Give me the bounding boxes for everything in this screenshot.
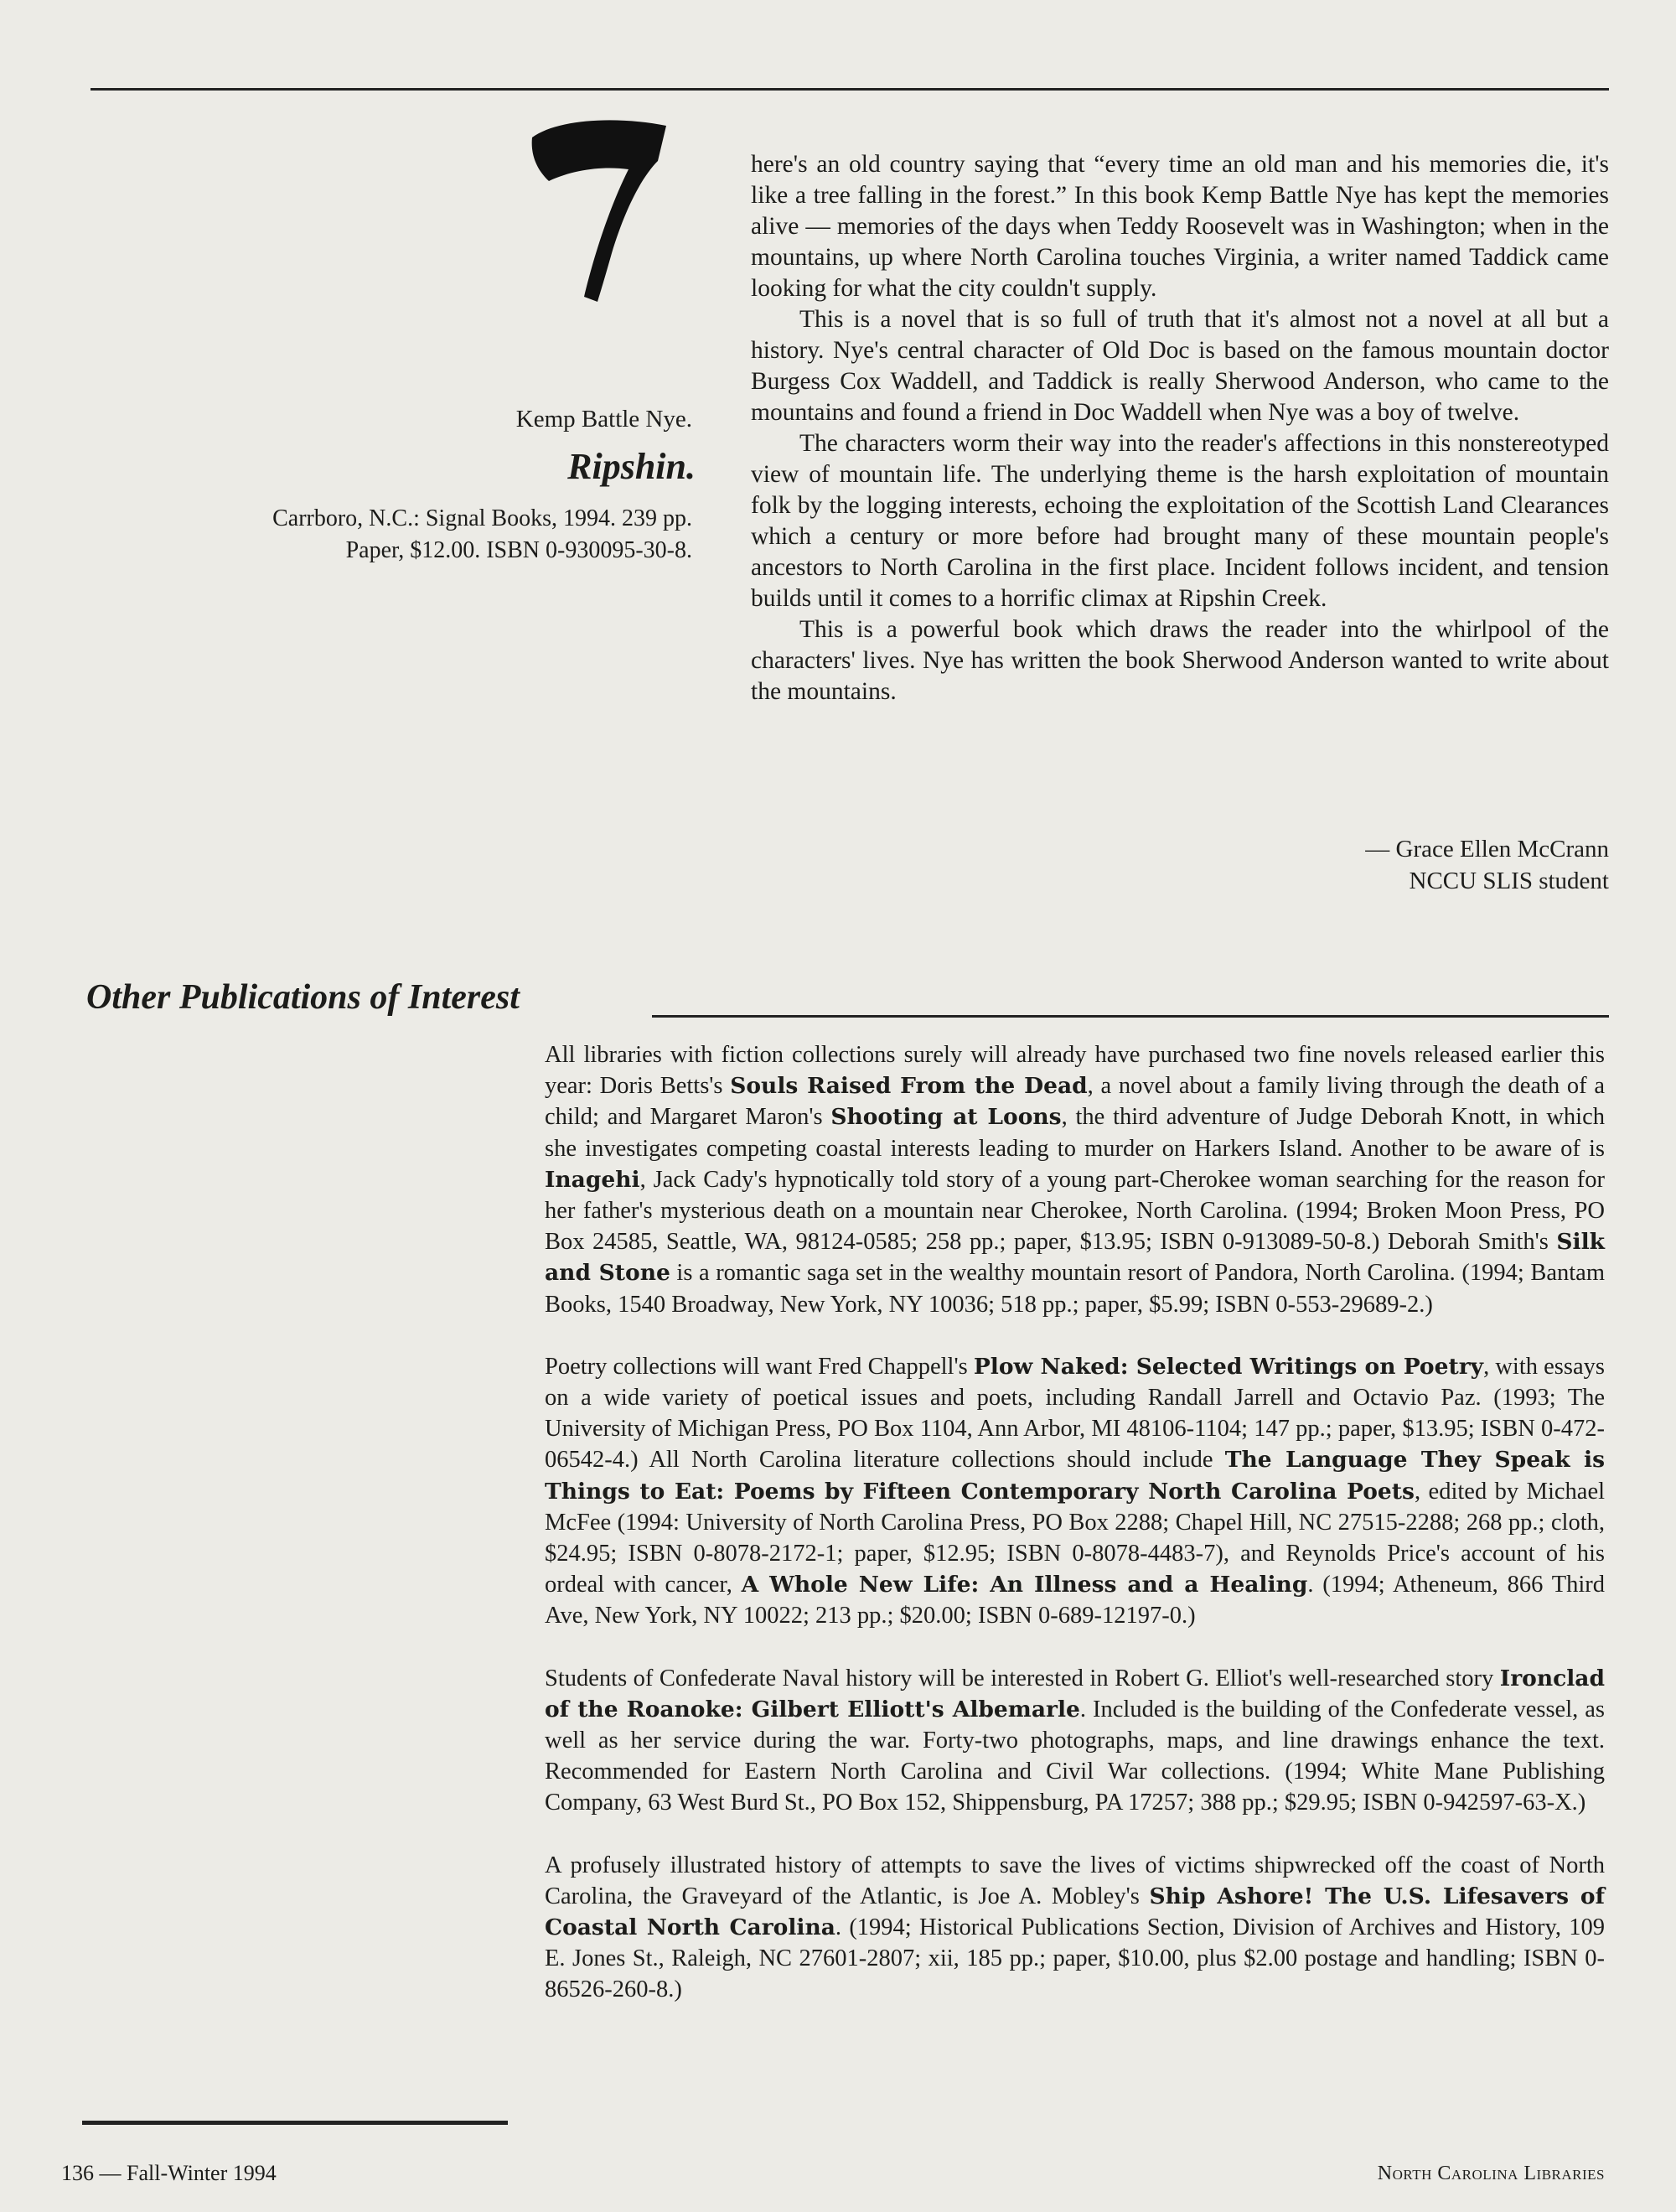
- book-title: Ironclad of the Roanoke: Gilbert Elliott's Albemarle: [545, 1665, 1605, 1722]
- other-publications: [545, 1039, 1605, 2037]
- section-heading: Other Publications of Interest: [86, 978, 520, 1017]
- review-body: [659, 149, 1609, 707]
- publication-paragraph-2: Poetry collections will want Fred Chappell's Plow Naked: Selected Writings on Poetry, with essays on a wide variety of poetical issues and poets, including Randall Jarrell and Octavio Paz. (1993; The University of Michigan Press, PO Box 1104, Ann Arbor, MI 48106-1104; 147 pp.; paper, $13.95; ISBN 0-472-06542-4.) All North Carolina literature collections should include The Language They Speak is Things to Eat: Poems by Fifteen Contemporary North Carolina Poets, edited by Michael McFee (1994: University of North Carolina Press, PO Box 2288; Chapel Hill, NC 27515-2288; 268 pp.; cloth, $24.95; ISBN 0-8078-2172-1; paper, $12.95; ISBN 0-8078-4483-7), and Reynolds Price's account of his ordeal with cancer, A Whole New Life: An Illness and a Healing. (1994; Atheneum, 866 Third Ave, New York, NY 10022; 213 pp.; $20.00; ISBN 0-689-12197-0.): [545, 1353, 1606, 1629]
- reviewer-affiliation: NCCU SLIS student: [1409, 868, 1609, 894]
- reviewer-signature: [1365, 833, 1609, 897]
- review-paragraph-4: This is a powerful book which draws the reader into the whirlpool of the characters' lives. Nye has written the book Sherwood Anderson wanted to write about the mountains.: [751, 616, 1609, 705]
- review-price: Paper, $12.00. ISBN 0-930095-30-8.: [345, 537, 692, 563]
- book-title: Silk and Stone: [545, 1229, 1605, 1287]
- section-rule: [652, 1015, 1609, 1018]
- footer-rule: [82, 2121, 508, 2125]
- review-citation: [126, 402, 696, 567]
- book-title: A Whole New Life: An Illness and a Healing: [741, 1572, 1308, 1598]
- book-title: Souls Raised From the Dead: [730, 1073, 1088, 1100]
- book-title: Plow Naked: Selected Writings on Poetry: [973, 1353, 1484, 1380]
- footer-page-number: 136 — Fall-Winter 1994: [61, 2161, 277, 2185]
- review-publisher: Carrboro, N.C.: Signal Books, 1994. 239 pp.: [272, 505, 692, 531]
- book-title: The Language They Speak is Things to Eat: Poems by Fifteen Contemporary North Carolina Poets: [545, 1447, 1605, 1505]
- review-paragraph-1: here's an old country saying that “every time an old man and his memories die, it's like a tree falling in the forest.” In this book Kemp Battle Nye has kept the memories alive — memories of the days when Teddy Roosevelt was in Washington; when in the mountains, up where North Carolina touches Virginia, a writer named Taddick came looking for what the city couldn't supply.: [751, 151, 1609, 302]
- review-book-title: Ripshin.: [567, 446, 696, 487]
- book-title: Inagehi: [545, 1166, 640, 1193]
- review-author: Kemp Battle Nye.: [515, 406, 692, 433]
- book-title: Shooting at Loons: [830, 1104, 1062, 1131]
- footer-journal-name: North Carolina Libraries: [1377, 2163, 1605, 2184]
- book-title: Ship Ashore! The U.S. Lifesavers of Coastal North Carolina: [545, 1883, 1605, 1941]
- publication-paragraph-3: Students of Confederate Naval history will be interested in Robert G. Elliot's well-researched story Ironclad of the Roanoke: Gilbert Elliott's Albemarle. Included is the building of the Confederate vessel, as well as her service during the war. Forty-two photographs, maps, and line drawings enhance the text. Recommended for Eastern North Carolina and Civil War collections. (1994; White Mane Publishing Company, 63 West Burd St., PO Box 152, Shippensburg, PA 17257; 388 pp.; $29.95; ISBN 0-942597-63-X.): [545, 1665, 1605, 1816]
- publication-paragraph-1: All libraries with fiction collections surely will already have purchased two fine novels released earlier this year: Doris Betts's Souls Raised From the Dead, a novel about a family living through the death of a child; and Margaret Maron's Shooting at Loons, the third adventure of Judge Deborah Knott, in which she investigates competing coastal interests leading to murder on Harkers Island. Another to be aware of is Inagehi, Jack Cady's hypnotically told story of a young part-Cherokee woman searching for the reason for her father's mysterious death on a mountain near Cherokee, North Carolina. (1994; Broken Moon Press, PO Box 24585, Seattle, WA, 98124-0585; 258 pp.; paper, $13.95; ISBN 0-913089-50-8.) Deborah Smith's Silk and Stone is a romantic saga set in the wealthy mountain resort of Pandora, North Carolina. (1994; Bantam Books, 1540 Broadway, New York, NY 10036; 518 pp.; paper, $5.99; ISBN 0-553-29689-2.): [545, 1042, 1605, 1318]
- drop-cap-t-icon: [524, 111, 670, 303]
- review-paragraph-2: This is a novel that is so full of truth that it's almost not a novel at all but a history. Nye's central character of Old Doc is based on the famous mountain doctor Burgess Cox Waddell, and Taddick is really Sherwood Anderson, who came to the mountains and found a friend in Doc Waddell when Nye was a boy of twelve.: [751, 306, 1609, 426]
- top-rule: [91, 88, 1609, 91]
- reviewer-name: — Grace Ellen McCrann: [1365, 836, 1609, 863]
- publication-paragraph-4: A profusely illustrated history of attempts to save the lives of victims shipwrecked off the coast of North Carolina, the Graveyard of the Atlantic, is Joe A. Mobley's Ship Ashore! The U.S. Lifesavers of Coastal North Carolina. (1994; Historical Publications Section, Division of Archives and History, 109 E. Jones St., Raleigh, NC 27601-2807; xii, 185 pp.; paper, $10.00, plus $2.00 postage and handling; ISBN 0-86526-260-8.): [545, 1852, 1605, 2003]
- review-paragraph-3: The characters worm their way into the reader's affections in this nonstereotyped view of mountain life. The underlying theme is the harsh exploitation of mountain folk by the logging interests, echoing the exploitation of the Scottish Land Clearances which a century or more before had brought many of these mountain people's ancestors to North Carolina in the first place. Incident follows incident, and tension builds until it comes to a horrific climax at Ripshin Creek.: [751, 430, 1609, 612]
